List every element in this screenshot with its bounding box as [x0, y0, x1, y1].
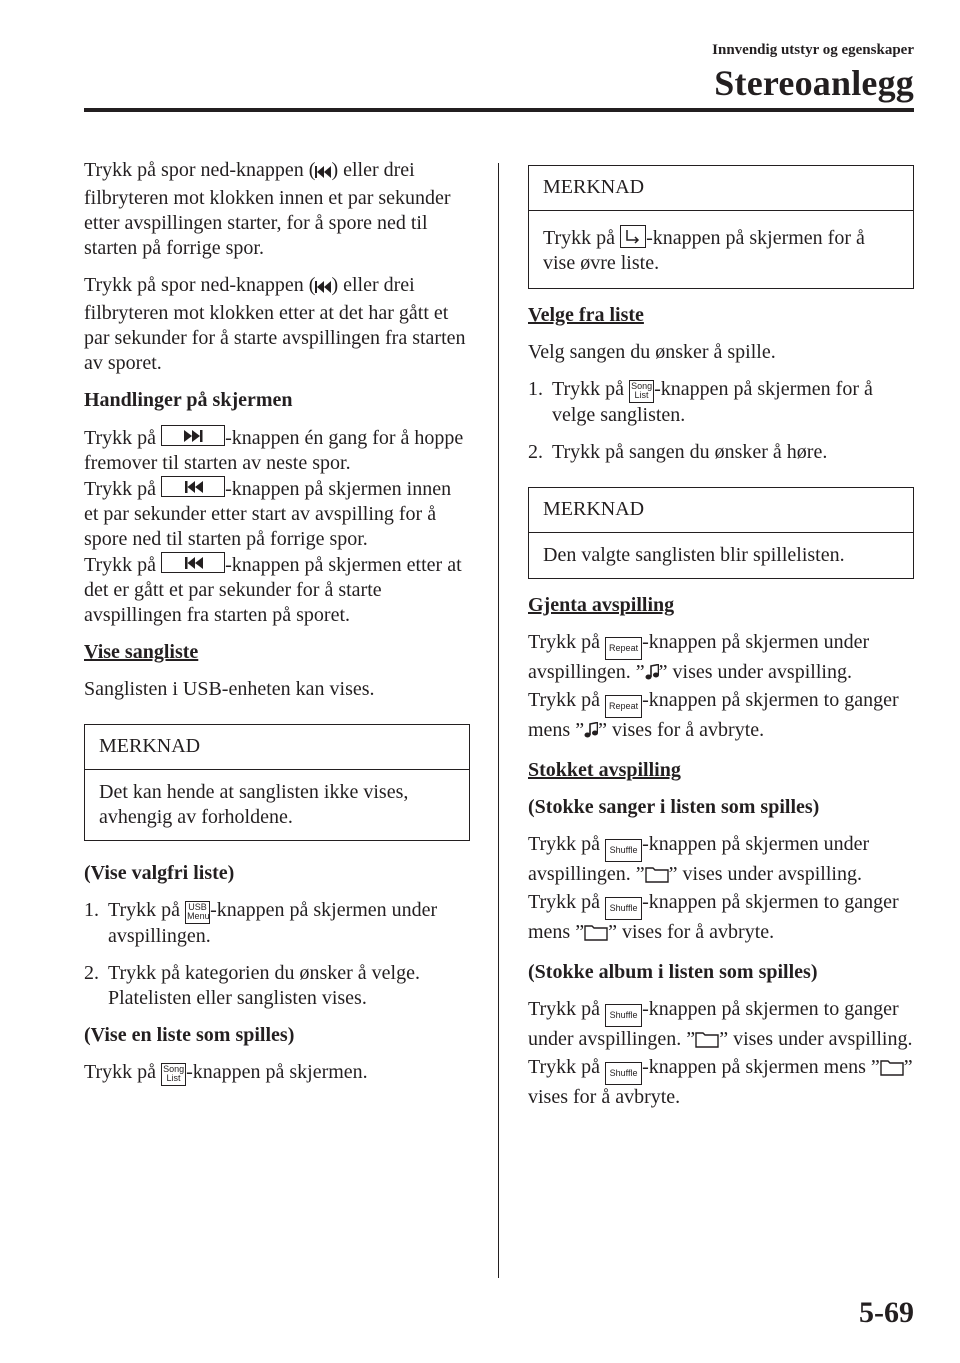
list-item: 1. Trykk på USB Menu-knappen på skjermen under avspillingen. [84, 899, 438, 947]
note-body: Trykk på -knappen på skjermen for å vise øvre liste. [543, 227, 865, 274]
shuffle-button-icon: Shuffle [605, 1004, 642, 1027]
shuffle-button-icon: Shuffle [605, 839, 642, 862]
paragraph: Trykk på spor ned-knappen ( ) eller drei filbryteren mot klokken innen et par sekunder etter avspillingen starter, for å spore ned til starten på forrige spor. [84, 159, 451, 259]
folder-icon [584, 923, 608, 948]
paragraph: Trykk på -knappen på skjermen innen et par sekunder etter start av avspilling for å spore ned til starten på forrige spor. [84, 478, 452, 550]
song-list-button-icon: Song List [629, 380, 654, 403]
folder-icon [645, 865, 669, 890]
paragraph: Trykk på Repeat -knappen på skjermen to ganger mens ” ” vises for å avbryte. [528, 688, 914, 746]
song-list-button-icon: Song List [161, 1063, 186, 1086]
subheading-gjenta: Gjenta avspilling [528, 594, 675, 616]
paragraph: Trykk på Shuffle -knappen på skjermen to ganger under avspillingen. ” ” vises under avspilling. [528, 997, 914, 1055]
left-column [84, 158, 470, 1098]
music-note-icon [584, 721, 598, 746]
repeat-button-icon: Repeat [605, 695, 642, 718]
page-number: 5-69 [859, 1296, 914, 1329]
list-item: 2. Trykk på kategorien du ønsker å velge. Platelisten eller sanglisten vises. [84, 962, 420, 1009]
track-down-icon [315, 276, 331, 301]
paragraph: Velg sangen du ønsker å spille. [528, 341, 776, 363]
skip-forward-button-icon [161, 425, 225, 446]
header-rule [84, 108, 914, 112]
note-heading: MERKNAD [85, 725, 469, 770]
track-down-icon [315, 161, 331, 186]
paragraph: Trykk på -knappen på skjermen etter at det er gått et par sekunder for å starte avspillingen fra starten på sporet. [84, 554, 462, 626]
shuffle-button-icon: Shuffle [605, 897, 642, 920]
section-header: Innvendig utstyr og egenskaper [712, 42, 914, 58]
paragraph: Trykk på Shuffle -knappen på skjermen under avspillingen. ” ” vises under avspilling. [528, 832, 914, 890]
note-heading: MERKNAD [529, 488, 913, 533]
subheading-screen: Handlinger på skjermen [84, 389, 293, 411]
skip-back-button-icon [161, 552, 225, 573]
subheading-vise-sangliste: Vise sangliste [84, 641, 199, 663]
folder-icon [880, 1058, 904, 1083]
paragraph: Trykk på -knappen én gang for å hoppe fremover til starten av neste spor. [84, 427, 464, 474]
right-column [528, 165, 914, 1122]
paragraph: Trykk på Shuffle -knappen på skjermen mens ” ” vises for å avbryte. [528, 1056, 913, 1108]
note-body: Den valgte sanglisten blir spillelisten. [543, 544, 845, 566]
shuffle-button-icon: Shuffle [605, 1062, 642, 1085]
list-item: 2. Trykk på sangen du ønsker å høre. [528, 441, 828, 463]
column-divider [498, 163, 499, 1278]
paragraph: Trykk på Repeat -knappen på skjermen under avspillingen. ” ” vises under avspilling. [528, 630, 914, 688]
paragraph: Trykk på spor ned-knappen ( ) eller drei filbryteren mot klokken etter at det har gått et par sekunder for å starte avspillingen fra starten av sporet. [84, 274, 466, 374]
subheading-spilles: (Vise en liste som spilles) [84, 1024, 295, 1046]
subheading-stokket: Stokket avspilling [528, 759, 681, 781]
paragraph: Sanglisten i USB-enheten kan vises. [84, 678, 375, 700]
note-body: Det kan hende at sanglisten ikke vises, avhengig av forholdene. [99, 781, 409, 828]
subheading-stokke-album: (Stokke album i listen som spilles) [528, 961, 818, 983]
note-box [528, 165, 914, 289]
note-box [528, 487, 914, 579]
repeat-button-icon: Repeat [605, 637, 642, 660]
usb-menu-button-icon: USB Menu [185, 901, 210, 924]
page-title: Stereoanlegg [714, 63, 914, 103]
skip-back-button-icon [161, 476, 225, 497]
subheading-stokke-sanger: (Stokke sanger i listen som spilles) [528, 796, 820, 818]
paragraph: Trykk på Song List -knappen på skjermen. [84, 1060, 470, 1086]
paragraph: Trykk på Shuffle -knappen på skjermen to ganger mens ” ” vises for å avbryte. [528, 890, 914, 948]
note-box [84, 724, 470, 841]
list-item: 1. Trykk på Song List -knappen på skjermen for å velge sanglisten. [528, 378, 873, 426]
subheading-valgfri: (Vise valgfri liste) [84, 862, 235, 884]
note-heading: MERKNAD [529, 166, 913, 211]
folder-icon [695, 1030, 719, 1055]
subheading-velge: Velge fra liste [528, 304, 644, 326]
music-note-icon [645, 663, 659, 688]
back-list-button-icon [620, 225, 646, 248]
